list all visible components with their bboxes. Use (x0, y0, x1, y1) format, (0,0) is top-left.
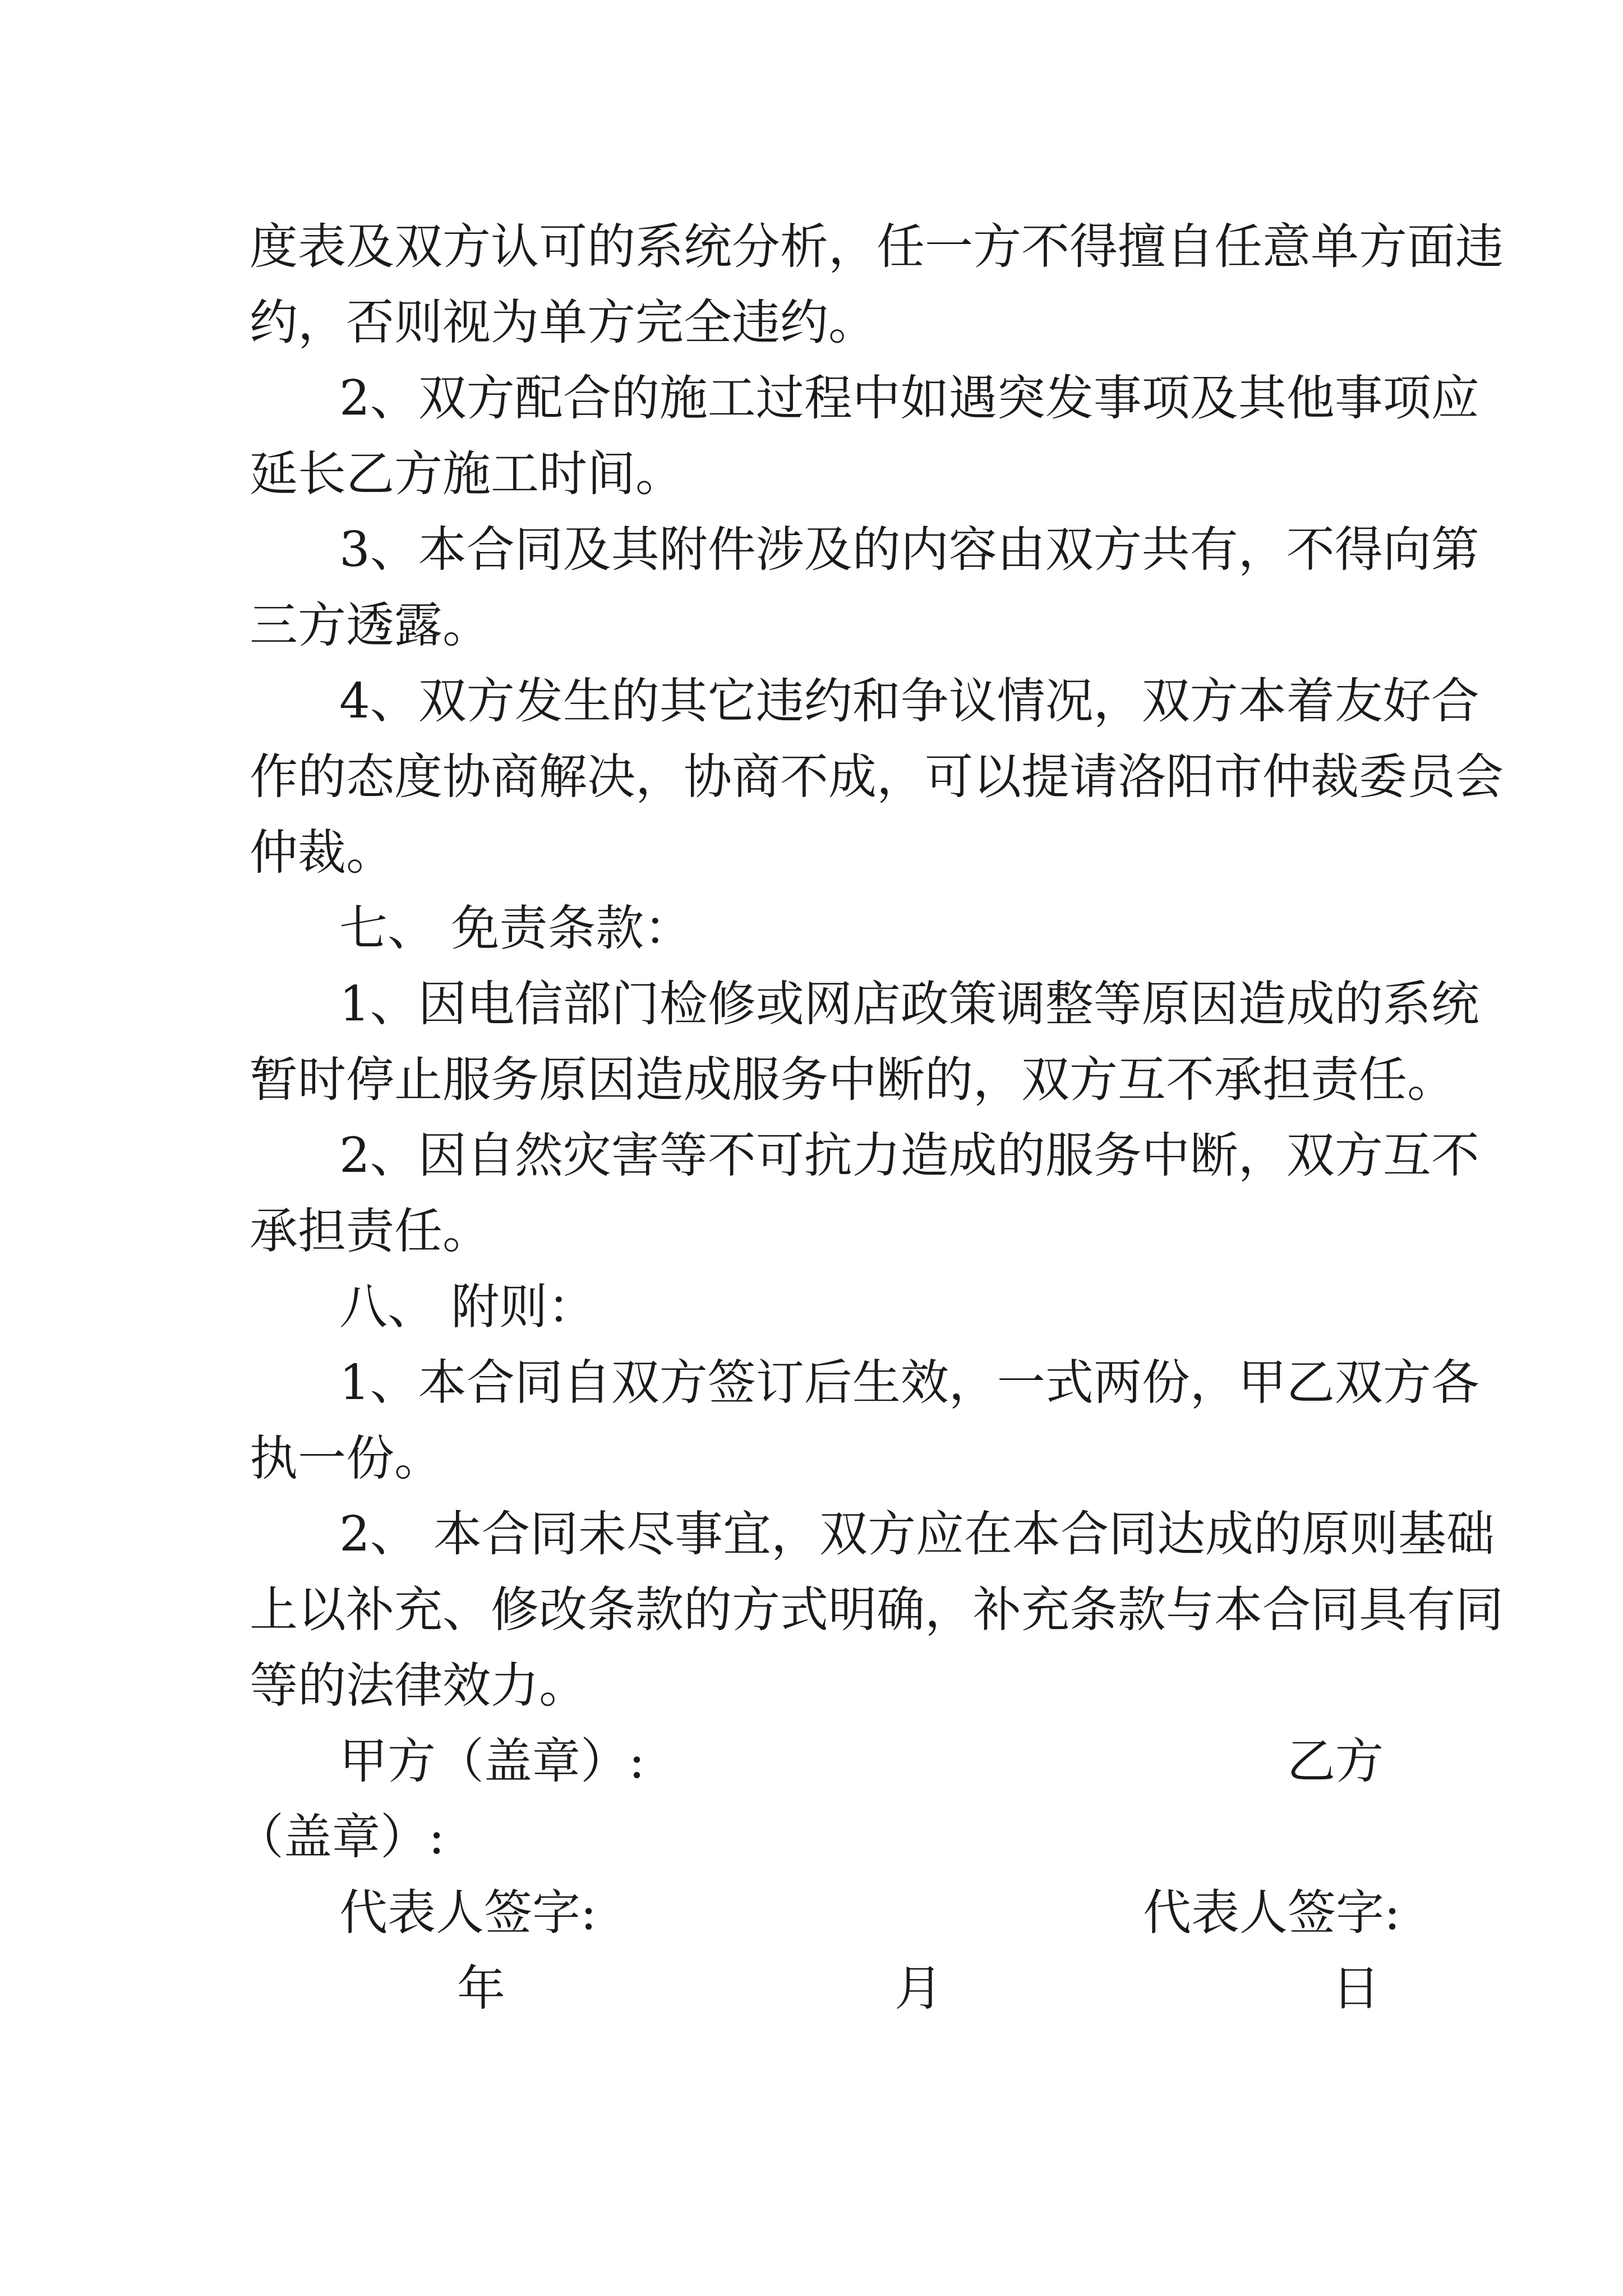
paragraph-line: 仲裁。 (250, 825, 394, 881)
date-day-label: 日 (1332, 1961, 1380, 2017)
paragraph-line: 暂时停止服务原因造成服务中断的，双方互不承担责任。 (250, 1052, 1455, 1108)
clause-1-line: 1、因电信部门检修或网店政策调整等原因造成的系统 (339, 976, 1479, 1032)
paragraph-line: 上以补充、修改条款的方式明确，补充条款与本合同具有同 (250, 1582, 1504, 1638)
paragraph-line: 作的态度协商解决，协商不成，可以提请洛阳市仲裁委员会 (250, 749, 1504, 805)
paragraph-line: 约，否则视为单方完全违约。 (250, 295, 877, 351)
date-month-label: 月 (895, 1961, 943, 2017)
paragraph-line: 度表及双方认可的系统分析，任一方不得擅自任意单方面违 (250, 219, 1504, 275)
section-heading-7: 七、 免责条款： (339, 900, 693, 956)
clause-3-line: 3、本合同及其附件涉及的内容由双方共有，不得向第 (339, 522, 1479, 578)
paragraph-line: 等的法律效力。 (250, 1658, 587, 1714)
party-a-rep-signature-label: 代表人签字: (339, 1885, 597, 1941)
paragraph-line: 三方透露。 (250, 597, 491, 654)
date-year-label: 年 (457, 1961, 505, 2017)
party-b-rep-signature-label: 代表人签字: (1143, 1885, 1400, 1941)
party-b-label: 乙方 (1287, 1733, 1384, 1789)
clause-2-line: 2、因自然灾害等不可抗力造成的服务中断，双方互不 (339, 1128, 1479, 1184)
clause-1-line: 1、本合同自双方签订后生效，一式两份，甲乙双方各 (339, 1355, 1479, 1411)
clause-2-line: 2、 本合同未尽事宜，双方应在本合同达成的原则基础 (339, 1506, 1495, 1562)
party-a-seal-label: 甲方（盖章）: (339, 1733, 645, 1789)
paragraph-line: 延长乙方施工时间。 (250, 446, 684, 502)
paragraph-line: 承担责任。 (250, 1203, 491, 1259)
paragraph-line: 执一份。 (250, 1430, 442, 1487)
clause-4-line: 4、双方发生的其它违约和争议情况，双方本着友好合 (339, 673, 1479, 729)
clause-2-line: 2、双方配合的施工过程中如遇突发事项及其他事项应 (339, 370, 1479, 426)
party-b-seal-label: （盖章）: (236, 1809, 445, 1865)
section-heading-8: 八、 附则： (339, 1279, 596, 1335)
